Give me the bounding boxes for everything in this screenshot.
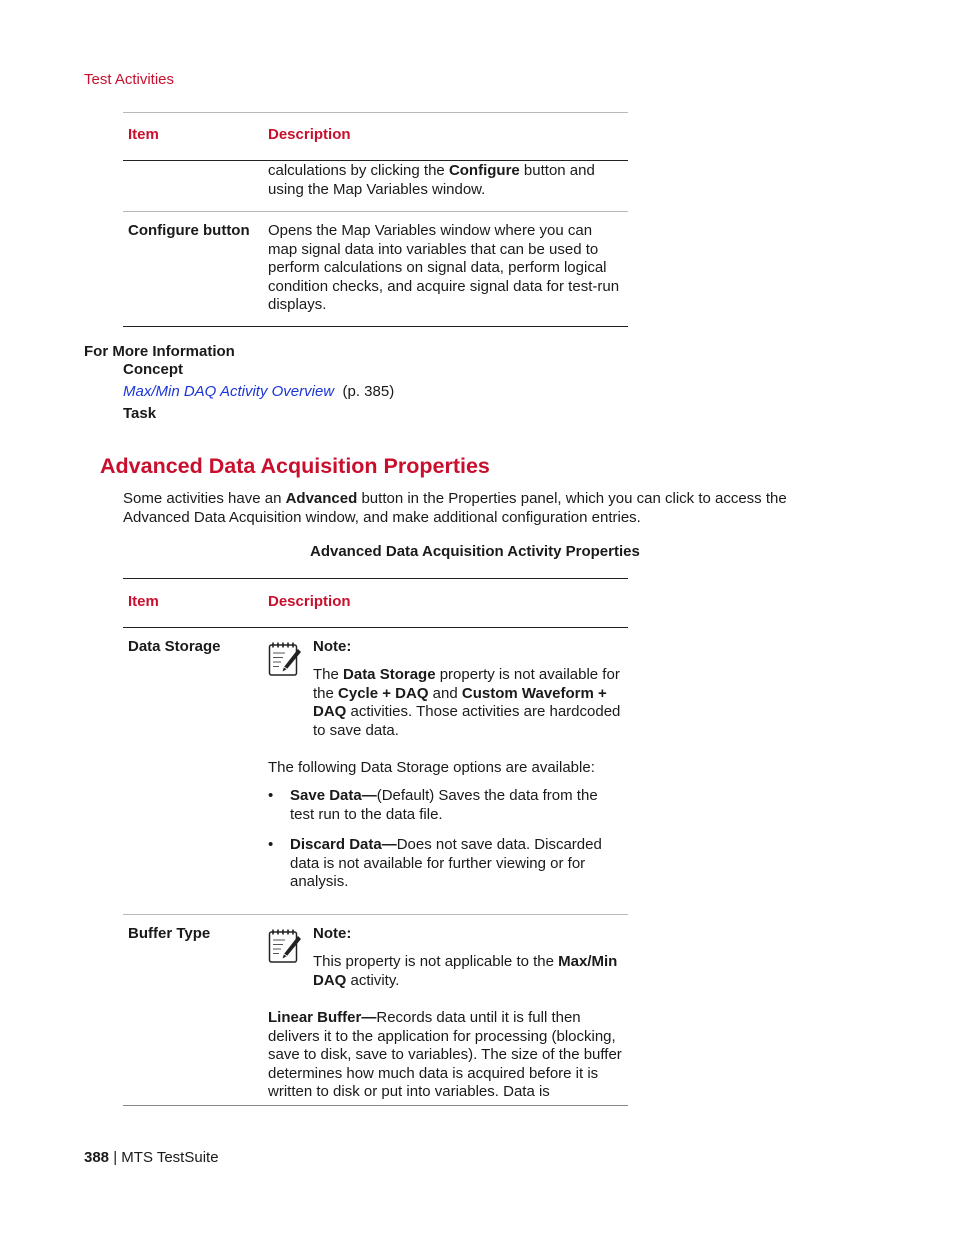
- table-caption: Advanced Data Acquisition Activity Properties: [310, 543, 640, 560]
- col-header-description: Description: [268, 593, 351, 610]
- list-item-save-data: Save Data—(Default) Saves the data from the test run to the data file.: [290, 787, 598, 823]
- col-header-description: Description: [268, 126, 351, 143]
- table-header-rule: [123, 627, 628, 628]
- note-text: The Data Storage property is not available for the Cycle + DAQ and Custom Waveform + DAQ activities. Those activities are hardcoded to save data.: [313, 666, 621, 739]
- bullet-marker: •: [268, 836, 274, 853]
- options-intro: The following Data Storage options are available:: [268, 759, 595, 776]
- table-header-rule: [123, 160, 628, 161]
- col-header-item: Item: [128, 593, 159, 610]
- note-label: Note:: [313, 638, 352, 655]
- note-label: Note:: [313, 925, 352, 942]
- bullet-marker: •: [268, 787, 274, 804]
- section-intro: Some activities have an Advanced button in the Properties panel, which you can click to access the Advanced Data Acquisition window, and make additional configuration entries.: [123, 490, 787, 526]
- note-icon: [268, 641, 302, 677]
- item-buffer-type: Buffer Type: [128, 925, 211, 942]
- product-name: MTS TestSuite: [121, 1149, 219, 1166]
- note-icon: [268, 928, 302, 964]
- table-top-rule: [123, 112, 628, 113]
- concept-link[interactable]: Max/Min DAQ Activity Overview: [123, 383, 335, 400]
- more-info-heading: For More Information: [84, 343, 235, 360]
- page-footer: [84, 1149, 219, 1168]
- col-header-item: Item: [128, 126, 159, 143]
- page-number: 388: [84, 1149, 110, 1166]
- linear-buffer-description: Linear Buffer—Records data until it is full then delivers it to the application for processing (blocking, save to disk, save to variables). The size of the buffer determines how much data is acquired before it is written to disk or put into variables. Data is: [268, 1009, 622, 1101]
- item-configure-button: Configure button: [128, 222, 250, 239]
- section-title: Advanced Data Acquisition Properties: [100, 454, 490, 478]
- row-divider: [123, 211, 628, 212]
- description-configure-button: Opens the Map Variables window where you can map signal data into variables that can be used to perform calculations on signal data, perform logical condition checks, and acquire signal data for test-run displays.: [268, 222, 620, 314]
- table-bottom-rule: [123, 326, 628, 327]
- note-text: This property is not applicable to the Max/Min DAQ activity.: [313, 953, 618, 989]
- running-header: Test Activities: [84, 71, 175, 88]
- row-divider: [123, 914, 628, 915]
- item-data-storage: Data Storage: [128, 638, 221, 655]
- concept-page-ref: (p. 385): [342, 383, 395, 400]
- table-bottom-rule: [123, 1105, 628, 1106]
- concept-reference: [123, 383, 394, 402]
- task-label: Task: [123, 405, 157, 422]
- concept-label: Concept: [123, 361, 183, 378]
- footer-separator: |: [113, 1149, 118, 1166]
- list-item-discard-data: Discard Data—Does not save data. Discarded data is not available for further viewing or for analysis.: [290, 836, 602, 891]
- table-top-rule: [123, 578, 628, 579]
- table-row-continued: calculations by clicking the Configure button and using the Map Variables window.: [268, 162, 595, 198]
